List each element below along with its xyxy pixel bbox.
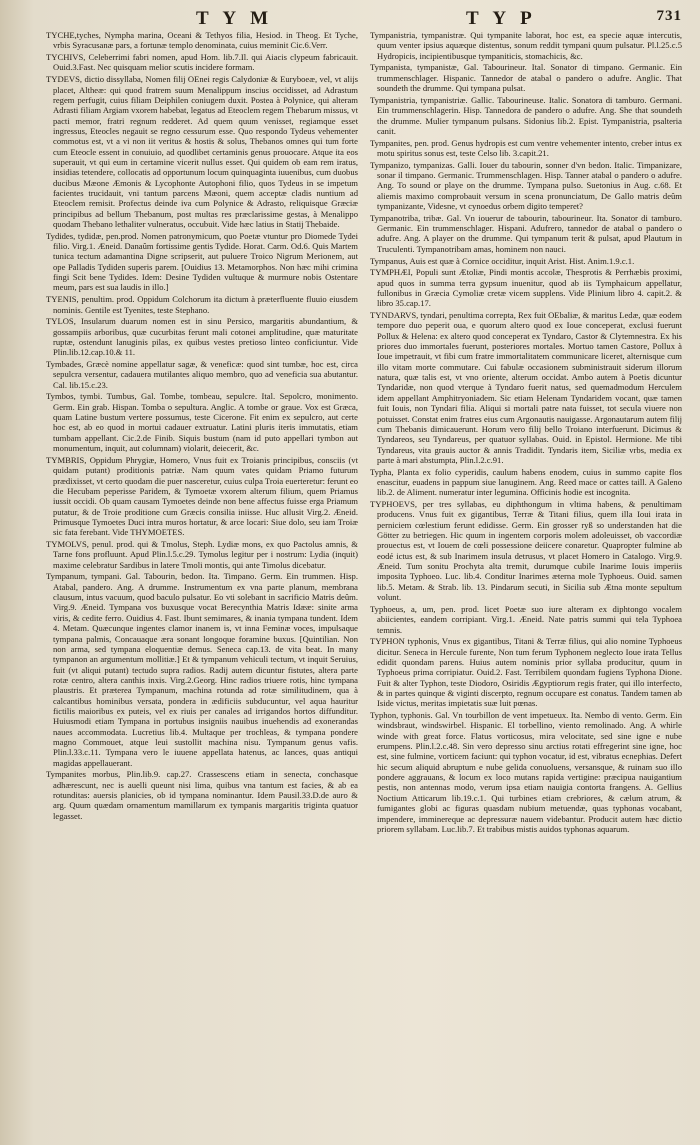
left-column <box>46 30 358 1130</box>
dictionary-entry: TYLOS, Insularum duarum nomen est in sinu Persico, margaritis abundantium, & gossampiis arboribus, quæ cucurbitas ferunt mali cotonei amplitudine, quæ maturitate ruptæ, ostendunt lanuginis pilas, ex quibus vestes pretioso linteo conficiuntur. Vide Plin.lib.12.cap.10.& 11. <box>46 316 358 358</box>
dictionary-entry: TYPHOEVS, per tres syllabas, eu diphthongum in vltima habens, & penultimam producens. Vnus fuit ex gigantibus, Terræ & Titani filius, quem illa Ioui irata in perniciem cœlestium ferunt edidisse. Germ. Ein grosser ryß so understanden hat die Götter zu betriegen. Hic quum in ingentem corporis molem adoleuisset, ob vaccordiæ prouectus est, vt Iouem de cœli possessione deiicere conaretur. Quapropter fulmine ab eodé ictus est, & sub Inarimem insula detrusus, vt placet Homero in Catalogo. Virg.9. Æneid. Tum sonitu Prochyta alta tremit, durumque cubile Inarime Iouis imperiis imposita Typhoeo. Luc. lib.4. Conditur Inarimes æterna mole Typhoeus. Ouid. samen lib.5. Metam. & Strab. lib. 13. Pindarum secuti, in Sicilia sub Ætna monte sepultum volunt. <box>370 499 682 603</box>
dictionary-entry: Tympanizo, tympanizas. Galli. Iouer du tabourin, sonner d'vn bedon. Italic. Timpanizare, sonar il timpano. Germanic. Trummenschlagen. Hisp. Tanner atabal o pandero o adufre. Ang. To sound or playe on the drumme. Tympana pulso. Suetonius in Aug. c.68. Et aliemis maximo comprobauit versum in scena pronunciatum, De Gallo matris deûm tympanizante, Videsne, vt cynoedus orbem digito temperet? <box>370 159 682 212</box>
dictionary-entry: TYPHON typhonis, Vnus ex gigantibus, Titani & Terræ filius, qui alio nomine Typhoeus dicitur. Seneca in Hercule furente, Non tum ferum Typhonem neglecto Ioue irata Tellus edidit quondam parens. Huius autem nominis prior syllaba producitur, quum in Typhoeus prima corripiatur. Ouid.2. Fast. Terribilem quondam fugiens Typhona Dione. Fuit & alter Typhon, teste Diodoro, Osiridis Ægyptiorum regis frater, qui illo interfecto, & in partes quinque & viginti discerpto, regnum occupare est conatus. Tandem tamen ab Iside victus, meritas impietatis suæ luit pœnas. <box>370 636 682 709</box>
dictionary-entry: Tympanum, tympani. Gal. Tabourin, bedon. Ita. Timpano. Germ. Ein trummen. Hisp. Atabal, pandero. Ang. A drumme. Instrumentum ex vna parte planum, membrana clausum, intus vacuum, quod baculo pulsatur. Eo vti solebant in sacrificio Matris deûm. Virg.9. Æneid. Tympana vos buxusque vocat Berecynthia Matris Idææ: sinite arma viris, & cedite ferro. Ouidius 4. Fast. Ibunt semimares, & inania tympana tundent. Idem 4. Metam. Quæcunque ingentes clamor inanem is, vt inna Feminæ voces, impulsaque tympana palmis, Concauaque æra sonant longoque foramine buxus. [Quintilian. Non non arma, sed tympana eloquentiæ demus. Seneca cap.13. de vita beat. In many tympanon an argumentum mollitiæ.] Et & tympanum vehiculi tectum, vt inquit Seruius, fuit (vt aliqui putant) tectudo supra radios. Radij autem dicuntur fistutes, altera parte rotæ centro, altera canthis inxis. Virg.2.Georg. Hinc radios triuere rotis, hinc tympana plaustris. Et præterea Tympanum, machina rotunda ad rotæ similitudinem, qua à calcantibus hominibus versata, pondera in ædificiis subducuntur, vel aqua hauritur fictilis maioribus ex puteis, vel ex riuis per canales ad irrigandos hortos diffunditur. Huiusmodi etiam Tympana in portubus insigniis nauibus inuehendis ad exonerandas naues accommodata. Lucretius lib.4. Multaque per trochleas, & tympana pondere magno Commouet, atque leui sustollit machina nisu. Tympanum genus vafis. Plin.l.33.c.11. Tympana vero le iuuene appellata hatenus, ac lances, quas antiqui magidas appellauerant. <box>46 571 358 768</box>
dictionary-entry: TYDEVS, dictio dissyllaba, Nomen filij OEnei regis Calydoniæ & Euryboeæ, vel, vt alijs placet, Altheæ: qui quod fratrem suum Menalippum inscius occidisset, ad Adrastum regem perfugit, cuius filiam Deiphilen coniugem duxit. Postea à Polynice, qui alteram Adrasti filiam Argiam vxorem habebat, legatus ad Eteoclem regem Thebarum missus, vt pacti memor, fratri regnum redderet. Ad quem quum venisset, regiamque esset ingressus, Eteocles negauit se regno cessurum esse. Quo respondo Tydeus vehementer commotus est, vt a vi non iit veritus & hostis & solus, Thebanos omnes qui tum forte cum Eteocle essent in conuiuio, ad quodlibet certaminis genus prouocare. Atque ita eos superauit, vt qui eum in certamine vicerit nullus esset. Qui quidem ob eam rem iratus, insidias tetendere, collocatis ad opportunum locum quinquaginta iuuenibus, cum duobus ducibus Mæone Æmonis & Lycophonte Autophoni filio, quos Tydeus in se impetum facientes trucidauit, vni tantum parcens Mæoni, quem acceptæ cladis nuntium ad Eteoclem remisit. Profectus deinde iva cum Polynice & Adrasto, reliquisque Græciæ principibus ad bellum Thebanum, post multas res præclarissime gestas, à Menalippo quodam Thebano lethaliter vulneratus, occubuit. Vide hæc latius in Statij Thebaide. <box>46 74 358 229</box>
dictionary-entry: TYENIS, penultim. prod. Oppidum Colchorum ita dictum à præterfluente fluuio eiusdem nominis. Gentile est Tyenites, teste Stephano. <box>46 294 358 315</box>
dictionary-entry: Tymbades, Græcè nomine appellatur sagæ, & veneficæ: quod sint tumbæ, hoc est, circa sepulcra versentur, cadauera mutilantes aliquo membro, quo ad veneficia sua abutantur. Cal. lib.15.c.23. <box>46 359 358 390</box>
dictionary-entry: Tympanistria, tympanistriæ. Gallic. Tabourineuse. Italic. Sonatora di tamburo. Germani. Ein trummenschlagerin. Hisp. Tannedora de pandero o adufre. Ang. She that soundeth the drumme. Mulier tympanum pulsans. Sidonius lib.2. Epist. Tympanistria, psalteria canit. <box>370 94 682 136</box>
dictionary-entry: Tympanistria, tympanistræ. Qui tympanite laborat, hoc est, ea specie aquæ intercutis, quum venter ipsius aquæque distentus, sonum reddit tympani quum pulsatur. Pl.l.25.c.5 Hydropicis, incipientibusque tympaniticis, stomachicis, &c. <box>370 30 682 61</box>
dictionary-entry: Tympanites morbus, Plin.lib.9. cap.27. Crassescens etiam in senecta, conchasque adhærescunt, nec is auelli queunt nisi lima, quibus vna tantum est facies, & ab ea rotunditas: auersis planicies, ob id tympana nominantur. Idem Pausil.33.D.de auro & arg. Quum quædam ornamentum mamillarum ex tympanis margaritis triginta quatuor legasset. <box>46 769 358 821</box>
header-right: T Y P <box>466 8 537 29</box>
right-column <box>370 30 682 1130</box>
two-column-body <box>46 30 682 1130</box>
dictionary-entry: TYCHIVS, Celeberrimi fabri nomen, apud Hom. lib.7.Il. qui Aiacis clypeum fabricauit. Ouid.3.Fast. Nec quisquam melior scutis incidere formam. <box>46 52 358 73</box>
header-left: T Y M <box>196 8 274 29</box>
dictionary-entry: Typhoeus, a, um, pen. prod. licet Poetæ suo iure alteram ex diphtongo vocalem abiicientes, eandem corripiant. Virg.1. Æneid. Nate patris summi qui tela Typhoea temnis. <box>370 603 682 635</box>
dictionary-entry: TYNDARVS, tyndari, penultima correpta, Rex fuit OEbaliæ, & maritus Ledæ, quæ eodem tempore duo peperit oua, e quorum altero quod ex Ioue conceperat, exclusi fuerunt Pollux & Helena: ex altero quod conceperat ex Tyndaro, Castor & Clytemnestra. Ex his priores duo immortales fuerunt, posteriores mortales. Mortuo tamen Castore, Pollux à Ioue impetrauit, vt fibi cum fratre immortalitatem communicare liceret, alternisque cum illo vitam morte commutare. Cui fabulæ occasionem subministrauit siderum illorum natura, quæ talis est, vt vno oriente, alterum occidat. Ambo autem à Poetis dicuntur Tyndaridæ, non quod vterque à Tyndaro fuerit natus, sed quemadmodum Herculem idem appellant Amphitryoniadem. Sic etiam Helenam Tyndaridem vocant, quæ tamen fuit Iouis, non Tyndari filia. Aliqui si mortali patre nata fuisset, tot secula viuere non potuisset. Constat enim fratres eius cum Argonautis nauigasse. Argonautarum autem filij cum Thebanis dimicauerunt. Horum vero filij bello Troiano interfuerunt. Dicimus & Tyndareos, seu Tyndareus, per quatuor syllabas. Ouid. in Epistol. Hermione. Me tibi Tyndareus, vita grauis auctor & annis Tradidit. Tyndaris item, Siciliæ vrbs, media ex parte à mari abstumpta, Plin.l.2.c.91. <box>370 310 682 465</box>
running-header <box>46 8 682 30</box>
dictionary-entry: Tydides, tydidæ, pen.prod. Nomen patronymicum, quo Poetæ vtuntur pro Diomede Tydei filio. Virg.1. Æneid. Danaûm fortissime gentis Tydide. Horat. Carm. Od.6. Quis Martem tunica tectum adamantina Digne scripserit, aut puluere Troico Nigrum Merionem, aut ope Palladis Tydiden superis parem. [Ouidius 13. Metamorphos. Non hæc mihi crimina fingi Scit bene Tydides. Idem: Desine Tydiden vultuque & murmure nobis Ostentare meum, pars est sua laudis in illo.] <box>46 230 358 293</box>
dictionary-entry: TYMBRIS, Oppidum Phrygiæ, Homero, Vnus fuit ex Troianis principibus, consciis (vt quidam putant) proditionis patriæ. Nam quum vates quidam Priamo futurum prædixisset, vt certo quodam die puer nasceretur, cuius culpa Troia euerteretur: ferunt eo die Hecubam peperisse Paridem, & Tymoetæ vxorem alterum filium, quem Priamus iussit occidi. Ob quam causam Tymoetes deinde non bene affectus fuisse erga Priamum putatur, & de Troie proditione cum Græcis consilia iniisse. Huc allusit Virg.2. Æneid. Primusque Tymoetes Duci intra muros hortatur, & arce locari: Siue dolo, seu iam Troiæ sic fata ferebant. Vide THYMOETES. <box>46 454 358 538</box>
dictionary-entry: Tympanus, Auis est quæ à Cornice occiditur, inquit Arist. Hist. Anim.1.9.c.1. <box>370 255 635 266</box>
page-number: 731 <box>656 8 682 24</box>
dictionary-entry: Tympanites, pen. prod. Genus hydropis est cum ventre vehementer intento, creber intus ex motu spiritus sonus est, teste Celso lib. 3.capit.21. <box>370 137 682 158</box>
dictionary-entry: Typhon, typhonis. Gal. Vn tourbillon de vent impetueux. Ita. Nembo di vento. Germ. Ein windsbraut, windswirbel. Hispanic. El torbellino, viento remolinado. Ang. A whirle winde with great force. Flatus vorticosus, mira velocitate, sed sine igne e nube erumpens. Plin.l.2.c.48. Sin vero depresso sinu arctius rotati effregerint sine igne, hoc est, sine fulmine, vorticem faciunt: qui typhon vocatur, id est, vibratus ecnephias. Defert hic secum aliquid abruptum e nube gelida conuoluens, versansque, & ruinam suo illo pondere aggrauans, & locum ex loco mutans rapida vertigine: præcipua nauigantium pestis, non antennas modo, verum ipsa etiam nauigia contorta frangens. A. Gellius Noctium Atticarum lib.19.c.1. Qui turbines etiam crebriores, & cælum atrum, & fumigantes globi ac figuras quasdam nubium metuendæ, quas typhonas vocabant, impendere, imminereque ac depressuræ nauem videbantur. Producit autem hæc dictio priorem syllabam. Luc.lib.7. Et trabibus mistis auidos typhonas aquarum. <box>370 710 682 834</box>
dictionary-entry: TYCHE,tyches, Nympha marina, Oceani & Tethyos filia, Hesiod. in Theog. Et Tyche, vrbis Syracusanæ pars, a fortunæ templo denominata, cuius meminit Cic.6.Verr. <box>46 30 358 51</box>
dictionary-entry: Tympanotriba, tribæ. Gal. Vn iouerur de tabourin, tabourineur. Ita. Sonator di tamburo. Germanic. Ein trummenschlager. Hispani. Adufrero, tannedor de atabal o pandero o adufre. Ang. A player on the drumme. Qui tympanum terit & pulsat, apud Plautum in Truculenti. Tympanotribam amas, hominem non nauci. <box>370 212 682 254</box>
dictionary-entry: TYMPHÆI, Populi sunt Ætoliæ, Pindi montis accolæ, Thesprotis & Perrhæbis proximi, apud quos in summa terra gypsum inuenitur, quod ab iis Tymphaicum appellatur, fullonibus in Græcia Cymoliæ cretæ vicem supplens. Vide Plinium libro 4. capit.2. & libro 35.cap.17. <box>370 267 682 309</box>
dictionary-entry: Typha, Planta ex folio cyperidis, caulum habens enodem, cuius in summo capite flos enascitur, euadens in pappum siue lanuginem. Ang. Reed mace or cattes taill. A Galeno lib.2. de Aliment. numeratur inter legumina. Officinis hodie est incognita. <box>370 466 682 498</box>
dictionary-entry: Tympanista, tympanistæ, Gal. Tabourineur. Ital. Sonator di timpano. Germanic. Ein trummenschlager. Hispanic. Tannedor de atabal o pandero o adufre. Anglic. That soundeth the drumme. Qui tympana pulsat. <box>370 62 682 94</box>
dictionary-entry: Tymbos, tymbi. Tumbus, Gal. Tombe, tombeau, sepulcre. Ital. Sepolcro, monimento. Germ. Ein grab. Hispan. Tomba o sepultura. Anglic. A tombe or graue. Vox est Græca, quam Latine bustum vertere possumus, teste Cicerone. Fit enim ex sepulcro, aut certe hoc est, ab eo quod in mortui cadauer extruatur. Latini pluris iteris immutatis, etiam tumbam appellant. Cic.2.de Finib. Siquis bustum (nam id puto appellari tymbon aut monumentum, inquit, aut columnam) violarit, deiecerit, &c. <box>46 391 358 454</box>
dictionary-entry: TYMOLVS, penul. prod. qui & Tmolus, Steph. Lydiæ mons, ex quo Pactolus amnis, & Tarne fons profluunt. Apud Plin.l.5.c.29. Tymolus legitur per i nostrum: Lydia (inquit) maxime celebratur Sardibus in latere Tmoli montis, qui ante Timolus dicebatur. <box>46 539 358 570</box>
